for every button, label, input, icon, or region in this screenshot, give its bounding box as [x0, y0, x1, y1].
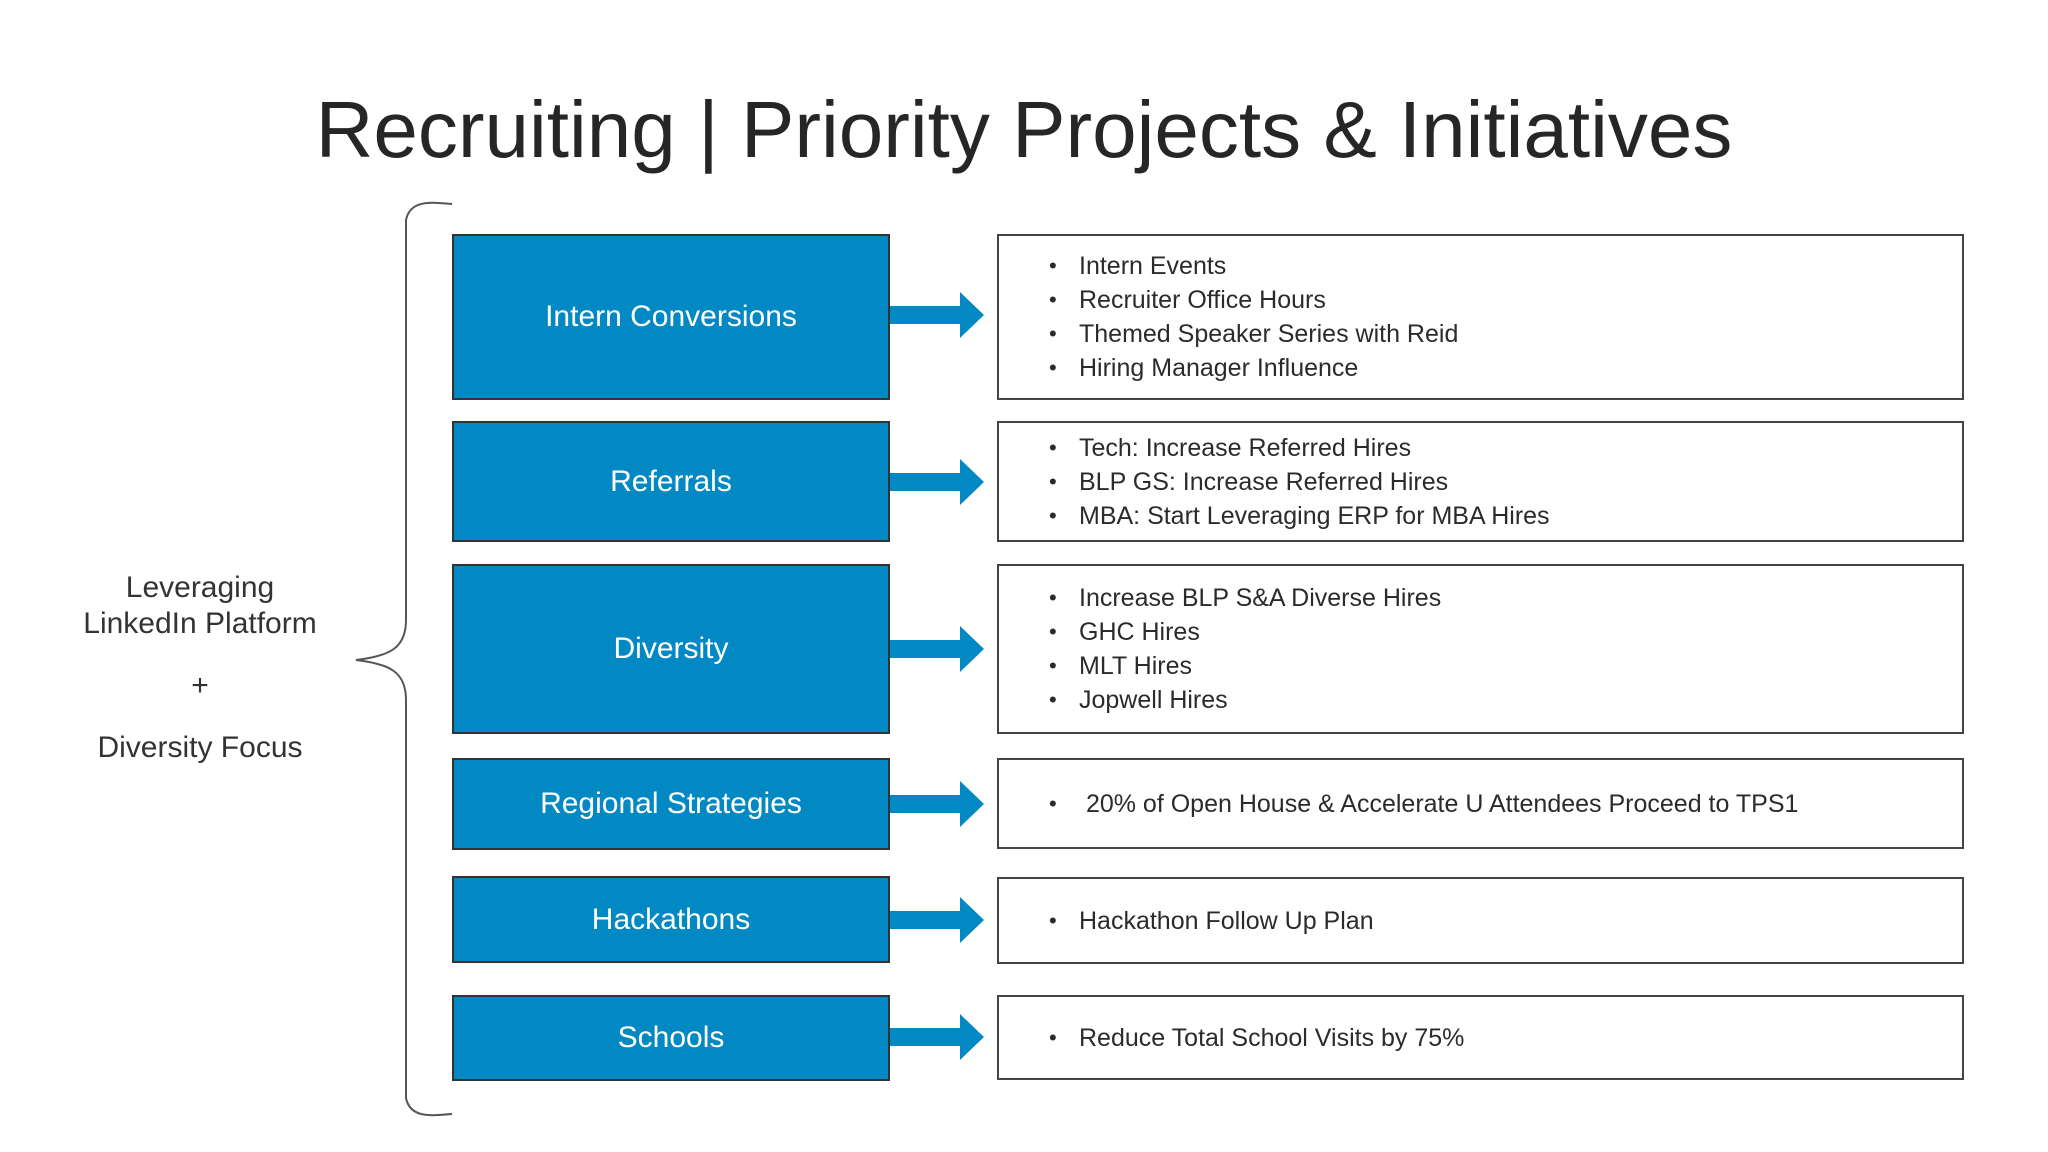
- list-item: • Jopwell Hires: [1051, 683, 1962, 717]
- category-box: Intern Conversions: [452, 234, 890, 400]
- curly-brace: [350, 200, 460, 1120]
- detail-box: [997, 995, 1964, 1080]
- list-item: • Themed Speaker Series with Reid: [1051, 317, 1962, 351]
- list-item: • Hiring Manager Influence: [1051, 351, 1962, 385]
- detail-box: [997, 421, 1964, 542]
- arrow-right-icon: [890, 624, 984, 674]
- side-label: [40, 570, 360, 766]
- category-box: Referrals: [452, 421, 890, 542]
- category-box: Regional Strategies: [452, 758, 890, 850]
- list-item: • Tech: Increase Referred Hires: [1051, 431, 1962, 465]
- side-label-line2: LinkedIn Platform: [83, 607, 317, 640]
- page-title: Recruiting | Priority Projects & Initiatives: [315, 85, 1733, 174]
- list-item: • Intern Events: [1051, 249, 1962, 283]
- arrow-right-icon: [890, 1012, 984, 1062]
- list-item: • GHC Hires: [1051, 615, 1962, 649]
- arrow-right-icon: [890, 779, 984, 829]
- detail-box: [997, 877, 1964, 964]
- detail-box: [997, 234, 1964, 400]
- list-item: • 20% of Open House & Accelerate U Attendees Proceed to TPS1: [1051, 787, 1962, 821]
- category-box: Schools: [452, 995, 890, 1081]
- list-item: • MLT Hires: [1051, 649, 1962, 683]
- category-box: Hackathons: [452, 876, 890, 963]
- list-item: • BLP GS: Increase Referred Hires: [1051, 465, 1962, 499]
- detail-box: [997, 564, 1964, 734]
- side-label-line1: Leveraging: [125, 571, 275, 604]
- arrow-right-icon: [890, 290, 984, 340]
- list-item: • MBA: Start Leveraging ERP for MBA Hires: [1051, 499, 1962, 533]
- side-label-plus: +: [191, 669, 209, 702]
- detail-box: [997, 758, 1964, 849]
- arrow-right-icon: [890, 895, 984, 945]
- category-box: Diversity: [452, 564, 890, 734]
- list-item: • Increase BLP S&A Diverse Hires: [1051, 581, 1962, 615]
- list-item: • Recruiter Office Hours: [1051, 283, 1962, 317]
- list-item: • Hackathon Follow Up Plan: [1051, 904, 1962, 938]
- side-label-focus: Diversity Focus: [97, 731, 303, 764]
- list-item: • Reduce Total School Visits by 75%: [1051, 1021, 1962, 1055]
- arrow-right-icon: [890, 457, 984, 507]
